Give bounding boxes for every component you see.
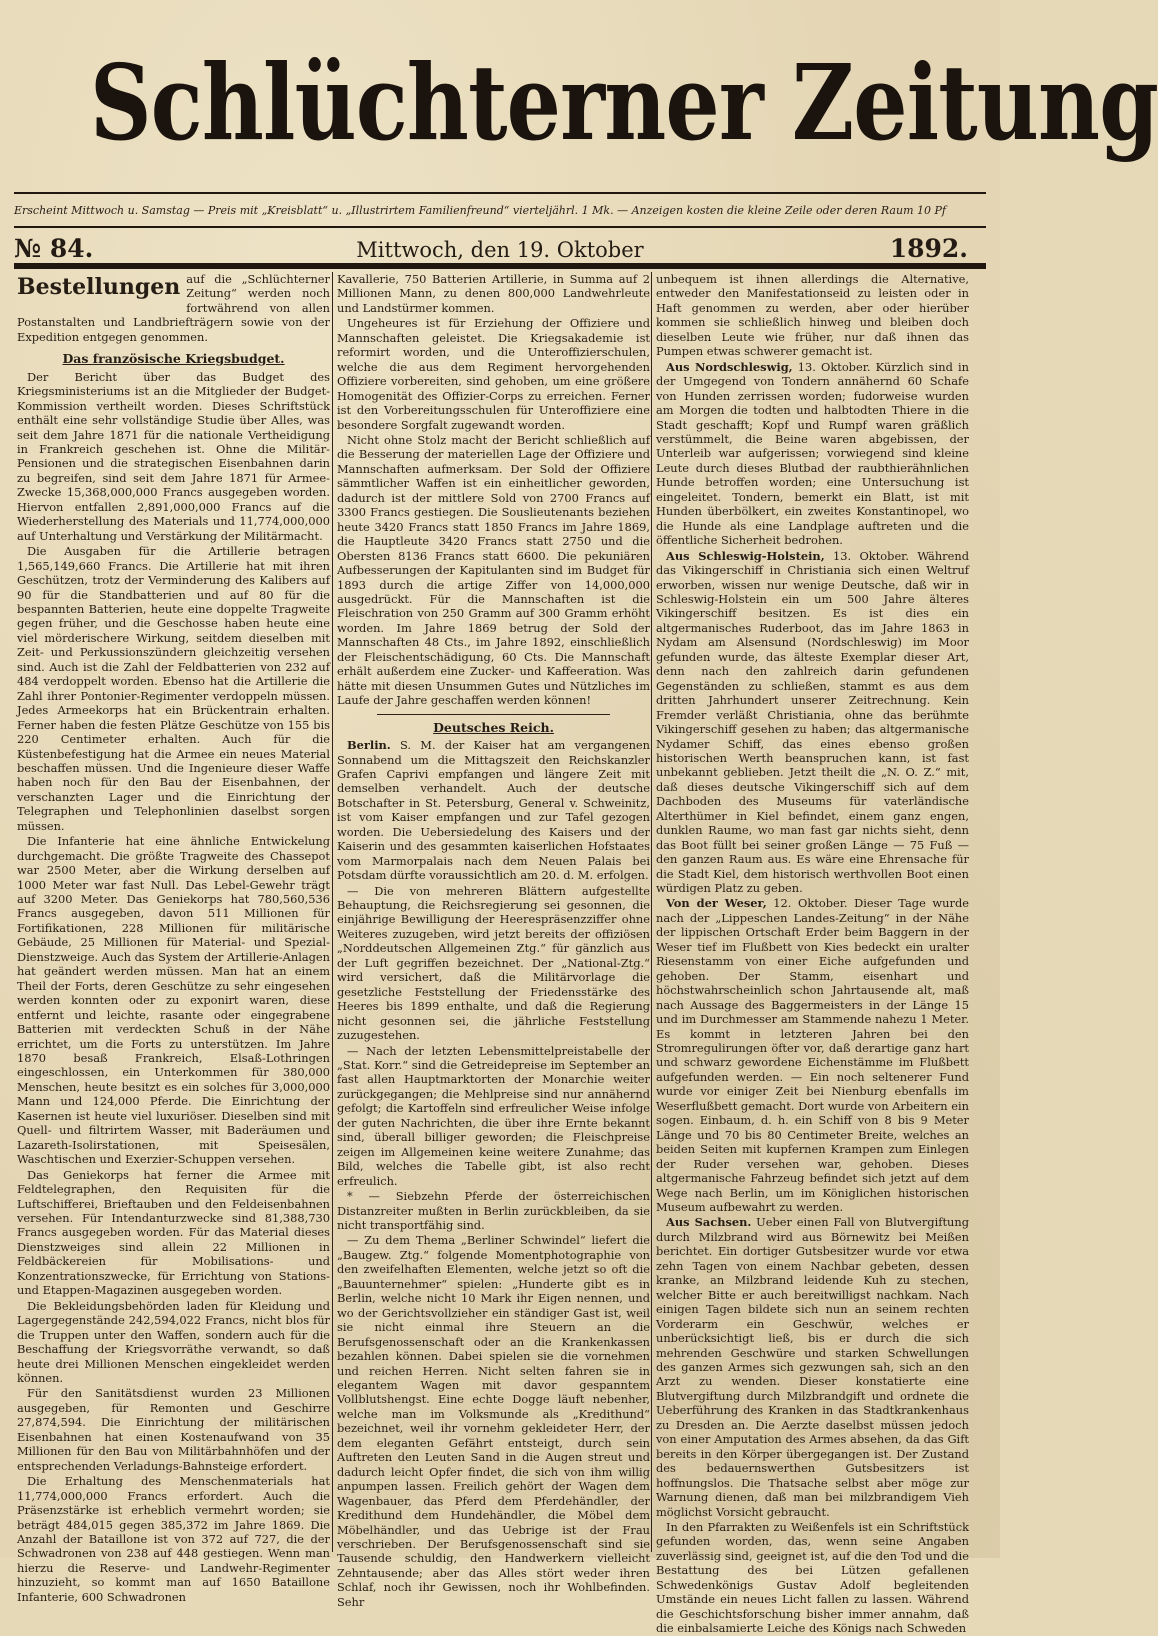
- place-lead: Berlin.: [347, 738, 391, 753]
- paragraph: Die Erhaltung des Menschenmaterials hat 11,774,000,000 Francs erfordert. Auch die Präsenzstärke ist erheblich vermehrt worden; sie beträgt 484,015 gegen 385,372 im Jahre 1869. Die Anzahl der Bataillone ist von 372 auf 727, die der Schwadronen von 238 auf 448 gestiegen. Wenn man hierzu die Reserve- und Landwehr-Regimenter hinzuzieht, so kommt man auf 1650 Bataillone Infanterie, 600 Schwadronen: [17, 1474, 330, 1604]
- paragraph: Berlin. S. M. der Kaiser hat am vergangenen Sonnabend um die Mittagszeit den Reichskanzler Grafen Caprivi empfangen und längere Zeit mit demselben verhandelt. Auch der deutsche Botschafter in St. Petersburg, General v. Schweinitz, ist vom Kaiser empfangen und zur Tafel gezogen worden. Die Uebersiedelung des Kaisers und der Kaiserin und des gesammten kaiserlichen Hofstaates vom Marmorpalais nach dem Neuen Palais bei Potsdam dürfte voraussichtlich am 20. d. M. erfolgen.: [337, 738, 651, 883]
- paragraph: Der Bericht über das Budget des Kriegsministeriums ist an die Mitglieder der Budget-Kommission vertheilt worden. Dieses Schriftstück enthält eine sehr vollständige Studie über Alles, was seit dem Jahre 1871 für die nationale Vertheidigung in Frankreich geschehen ist. Ohne die Militär-Pensionen und die strategischen Eisenbahnen darin zu begreifen, sind seit dem Jahre 1871 für Armee-Zwecke 15,368,000,000 Francs ausgegeben worden. Hiervon entfallen 2,891,000,000 Francs auf die Wiederherstellung des Materials und 11,774,000,000 auf Unterhaltung und Verstärkung der Militärmacht.: [17, 369, 330, 543]
- paragraph: * — Siebzehn Pferde der österreichischen Distanzreiter mußten in Berlin zurückbleiben, da sie nicht transportfähig sind.: [337, 1189, 650, 1232]
- column-divider: [651, 272, 652, 1552]
- paragraph: Kavallerie, 750 Batterien Artillerie, in Summa auf 2 Millionen Mann, zu denen 800,000 Landwehrleute und Landstürmer kommen.: [337, 272, 650, 315]
- subline-rule: [14, 226, 986, 228]
- column-divider: [332, 272, 333, 1552]
- paragraph: Die Ausgaben für die Artillerie betragen 1,565,149,660 Francs. Die Artillerie hat mit ihren Geschützen, trotz der Verminderung des Kalibers auf 90 für die Standbatterien und auf 80 für die bespannten Batterien, heute eine doppelte Tragweite gegen früher, und die Geschosse haben heute eine viel mörderischere Wirkung, seitdem dieselben mit Zeit- und Perkussionszündern gleichzeitig versehen sind. Auch ist die Zahl der Feldbatterien von 232 auf 484 verdoppelt worden. Ebenso hat die Artillerie die Zahl ihrer Pontonier-Regimenter verdoppeln müssen. Jedes Armeekorps hat ein Brückentrain erhalten. Ferner haben die festen Plätze Geschütze von 155 bis 220 Centimeter erhalten. Auch für die Küstenbefestigung hat die Armee ein neues Material beschaffen müssen. Und die Ingenieure dieser Waffe haben noch für den Bau der Eisenbahnen, der verschanzten Lager und die Einrichtung der Telegraphen und Telephonlinien daselbst sorgen müssen.: [17, 544, 330, 833]
- orders-notice: [17, 272, 330, 344]
- paragraph: Für den Sanitätsdienst wurden 23 Millionen ausgegeben, für Remonten und Geschirre 27,874,594. Die Einrichtung der militärischen Eisenbahnen hat einen Kostenaufwand von 35 Millionen für den Bau von Militärbahnhöfen und der entsprechenden Verladungs-Bahnsteige erfordert.: [17, 1386, 330, 1473]
- paragraph: — Die von mehreren Blättern aufgestellte Behauptung, die Reichsregierung sei gesonnen, die einjährige Bewilligung der Heerespräsenzziffer ohne Weiteres zuzugeben, wird jetzt bereits der offiziösen „Norddeutschen Allgemeinen Ztg.“ für gänzlich aus der Luft gegriffen bezeichnet. Der „National-Ztg.“ wird versichert, daß die Militärvorlage die gesetzliche Feststellung der Friedensstärke des Heeres bis 1899 enthalte, und daß die Regierung nicht gesonnen sei, die jährliche Feststellung zuzugestehen.: [337, 883, 650, 1043]
- issue-year: 1892.: [889, 234, 968, 263]
- paragraph: Ungeheures ist für Erziehung der Offiziere und Mannschaften geleistet. Die Kriegsakademie ist reformirt worden, und die Unteroffizierschulen, welche die aus dem Regiment hervorgehenden Offiziere vorbereiten, sind gehoben, um eine größere Homogenität des Offizier-Corps zu erreichen. Ferner ist den Vorbereitungsschulen für Unteroffiziere eine besondere Sorgfalt zugewandt worden.: [337, 316, 650, 432]
- section-heading: Deutsches Reich.: [433, 719, 554, 735]
- paragraph: — Nach der letzten Lebensmittelpreistabelle der „Stat. Korr.“ sind die Getreidepreise im September an fast allen Hauptmarktorten der Monarchie weiter zurückgegangen; die Mehlpreise sind nur annähernd gefolgt; die Kartoffeln sind erfreulicher Weise infolge der guten Nachrichten, die über ihre Ernte bekannt sind, überall billiger geworden; die Fleischpreise zeigen im Allgemeinen keine weitere Zunahme; das Bild, welches die Tabelle gibt, ist also recht erfreulich.: [337, 1043, 650, 1188]
- article-heading: Das französische Kriegsbudget.: [62, 351, 285, 367]
- orders-word: Bestellungen: [17, 274, 181, 300]
- issue-number: № 84.: [14, 234, 94, 263]
- paragraph: Von der Weser, 12. Oktober. Dieser Tage wurde nach der „Lippeschen Landes-Zeitung“ in der Nähe der lippischen Ortschaft Erder beim Baggern in der Weser tief im Flußbett von Kies bedeckt ein uralter Riesenstamm von einer Eiche aufgefunden und gehoben. Der Stamm, eisenhart und höchstwahrscheinlich schon Jahrtausende alt, maß nach Aussage des Baggermeisters in der Länge 15 und im Durchmesser am Stammende nahezu 1 Meter. Es kommt in letzteren Jahren bei den Stromregulirungen öfter vor, daß derartige ganz hart und schwarz gewordene Eichenstämme im Flußbett aufgefunden werden. — Ein noch seltenerer Fund wurde vor einiger Zeit bei Nienburg ebenfalls im Weserflußbett gemacht. Dort wurde von Arbeitern ein sogen. Einbaum, d. h. ein Schiff von 8 bis 9 Meter Länge und 70 bis 80 Centimeter Breite, welches an beiden Seiten mit kupfernen Krampen zum Einlegen der Ruder versehen war, gehoben. Dieses altgermanische Fahrzeug befindet sich jetzt auf dem Wege nach Berlin, um im Königlichen historischen Museum aufbewahrt zu werden.: [656, 896, 969, 1214]
- place-lead: Von der Weser,: [666, 896, 767, 911]
- column-2: [337, 272, 651, 1609]
- paragraph: Nicht ohne Stolz macht der Bericht schließlich auf die Besserung der materiellen Lage der Offiziere und Mannschaften aufmerksam. Der Sold der Offiziere sämmtlicher Waffen ist ein einheitlicher geworden, dadurch ist der mittlere Sold von 2700 Francs auf 3300 Francs gestiegen. Die Souslieutenants beziehen heute 3420 Francs statt 1850 Francs im Jahre 1869, die Hauptleute 3420 Francs statt 2750 und die Obersten 8136 Francs statt 6600. Die pekuniären Aufbesserungen der Kapitulanten sind im Budget für 1893 durch die artige Ziffer von 14,000,000 ausgedrückt. Für die Mannschaften ist die Fleischration von 250 Gramm auf 300 Gramm erhöht worden. Im Jahre 1869 betrug der Sold der Mannschaften 48 Cts., im Jahre 1892, einschließlich der Fleischentschädigung, 60 Cts. Die Mannschaft erhält außerdem eine Zucker- und Kaffeeration. Was hätte mit diesen Unsummen Gutes und Nützliches im Laufe der Jahre geschaffen werden können!: [337, 432, 650, 708]
- section-rule: [377, 714, 610, 715]
- paragraph: — Zu dem Thema „Berliner Schwindel“ liefert die „Baugew. Ztg.“ folgende Momentphotographie von den zweifelhaften Elementen, welche jetzt so oft die „Bauunternehmer“ spielen: „Hunderte gibt es in Berlin, welche nicht 10 Mark ihr Eigen nennen, und wo der Gerichtsvollzieher ein ständiger Gast ist, weil sie nicht einmal ihre Steuern an die Berufsgenossenschaft oder an die Krankenkassen bezahlen können. Dabei spielen sie die vornehmen und reichen Herren. Nicht selten fahren sie in elegantem Wagen mit davor gespanntem Vollblutshengst. Eine echte Dogge läuft nebenher, welche man im Volksmunde als „Kredithund“ bezeichnet, weil ihr vornehm gekleideter Herr, der dem eleganten Gefährt entsteigt, durch sein Auftreten den Leuten Sand in die Augen streut und dadurch leicht Opfer findet, die sich von ihm willig anpumpen lassen. Freilich gehört der Wagen dem Wagenbauer, das Pferd dem Pferdehändler, der Kredithund dem Hundehändler, die Möbel dem Möbelhändler, und das Uebrige ist der Frau verschrieben. Der Berufsgenossenschaft sind sie Tausende schuldig, den Handwerkern vielleicht Zehntausende; aber das Alles stört weder ihren Schlaf, noch ihr Gewissen, noch ihr Wohlbefinden. Sehr: [337, 1233, 650, 1609]
- paragraph: In den Pfarrakten zu Weißenfels ist ein Schriftstück gefunden worden, das, wenn seine Angaben zuverlässig sind, geeignet ist, auf die den Tod und die Bestattung des bei Lützen gefallenen Schwedenkönigs Gustav Adolf begleitenden Umstände ein neues Licht fallen zu lassen. Während die Geschichtsforschung bisher immer annahm, daß die einbalsamierte Leiche des Königs nach Schweden: [656, 1519, 969, 1636]
- paragraph: Die Bekleidungsbehörden laden für Kleidung und Lagergegenstände 242,594,022 Francs, nicht blos für die Truppen unter den Waffen, sondern auch für die Beschaffung der Kriegsvorräthe verwandt, so daß heute drei Millionen Menschen eingekleidet werden können.: [17, 1298, 330, 1385]
- orders-text: auf die „Schlüchterner Zeitung“ werden noch fortwährend von allen Postanstalten und Landbriefträgern sowie von der Expedition entgegen genommen.: [17, 272, 330, 344]
- paragraph: Aus Nordschleswig, 13. Oktober. Kürzlich sind in der Umgegend von Tondern annähernd 60 Schafe von Hunden zerrissen worden; fudorweise wurden am Morgen die todten und halbtodten Thiere in die Stadt geschafft; Kopf und Rumpf waren gräßlich verstümmelt, die Beine waren abgebissen, der Unterleib war aufgerissen; vorwiegend sind kleine Leute durch dieses Blutbad der raubthierähnlichen Hunde betroffen worden; eine Untersuchung ist eingeleitet. Tondern, bemerkt ein Blatt, ist mit Hunden überbölkert, ein zweites Konstantinopel, wo die Hunde als eine Landplage auftreten und die öffentliche Sicherheit bedrohen.: [656, 359, 970, 548]
- paragraph: Aus Schleswig-Holstein, 13. Oktober. Während das Vikingerschiff in Christiania sich einen Weltruf erworben, wissen nur wenige Deutsche, daß wir in Schleswig-Holstein ein um 500 Jahre älteres Vikingerschiff besitzen. Es ist dies ein altgermanisches Ruderboot, das im Jahre 1863 in Nydam am Alsensund (Nordschleswig) im Moor gefunden wurde, das älteste Exemplar dieser Art, denn nach den zahlreich darin gefundenen Gegenständen zu schließen, stammt es aus dem dritten Jahrhundert unserer Zeitrechnung. Kein Fremder verläßt Christiania, ohne das berühmte Vikingerschiff gesehen zu haben; das altgermanische Nydamer Schiff, das eines ebenso großen historischen Werth beanspruchen kann, ist fast unbekannt geblieben. Jetzt theilt die „N. O. Z.“ mit, daß dieses deutsche Vikingerschiff sich auf dem Dachboden des Museums für vaterländische Alterthümer in Kiel befindet, einem ganz engen, dunklen Raume, wo man fast gar nichts sieht, denn das Boot füllt bei seiner großen Länge — 75 Fuß — den ganzen Raum aus. Es wäre eine Ehrensache für die Stadt Kiel, dem historisch werthvollen Boot einen würdigen Platz zu geben.: [656, 548, 969, 896]
- paragraph: Das Geniekorps hat ferner die Armee mit Feldtelegraphen, den Requisiten für die Luftschifferei, Brieftauben und den Feldeisenbahnen versehen. Für Intendanturzwecke sind 81,388,730 Francs ausgegeben worden. Für das Material dieses Dienstzweiges sind allein 22 Millionen in Feldbäckereien für Mobilisations- und Konzentrationszwecke, für Errichtung von Stations- und Etappen-Magazinen ausgegeben worden.: [17, 1167, 330, 1298]
- column-3: [656, 272, 970, 1636]
- masthead-rule: [14, 192, 986, 194]
- subscription-line: Erscheint Mittwoch u. Samstag — Preis mit „Kreisblatt“ u. „Illustrirtem Familienfreund“ vierteljährl. 1 Mk. — Anzeigen kosten die kleine Zeile oder deren Raum 10 Pf: [14, 204, 946, 217]
- masthead-title: Schlüchterner Zeitung: [90, 41, 1158, 164]
- place-lead: Aus Nordschleswig,: [666, 359, 793, 374]
- issue-date: Mittwoch, den 19. Oktober: [356, 238, 644, 262]
- place-lead: Aus Schleswig-Holstein,: [666, 548, 825, 563]
- paragraph: Aus Sachsen. Ueber einen Fall von Blutvergiftung durch Milzbrand wird aus Börnewitz bei Meißen berichtet. Ein dortiger Gutsbesitzer wurde vor etwa zehn Tagen von einem Nachbar gebeten, dessen kranke, an Milzbrand leidende Kuh zu stechen, welcher Bitte er auch bereitwilligst nachkam. Nach einigen Tagen bildete sich nun an seinem rechten Vorderarm ein Geschwür, welches er unberücksichtigt ließ, bis er durch die sich mehrenden Geschwüre und starken Schwellungen des ganzen Armes sich gezwungen sah, sich an den Arzt zu wenden. Dieser konstatierte eine Blutvergiftung durch Milzbrandgift und ordnete die Ueberführung des Kranken in das Stadtkrankenhaus zu Dresden an. Die Aerzte daselbst müssen jedoch von einer Amputation des Armes absehen, da das Gift bereits in den Körper übergegangen ist. Der Zustand des bedauernswerthen Gutsbesitzers ist hoffnungslos. Die Thatsache selbst aber möge zur Warnung dienen, daß man bei milzbrandigem Vieh möglichst Vorsicht gebraucht.: [656, 1215, 969, 1519]
- column-1: [17, 272, 331, 1604]
- header-thick-rule: [14, 263, 986, 269]
- paragraph: unbequem ist ihnen allerdings die Alternative, entweder den Manifestationseid zu leisten oder in Haft genommen zu werden, aber oder hierüber kommen sie schließlich hinweg und bleiben doch dieselben Leute wie früher, nur daß ihnen das Pumpen etwas schwerer gemacht ist.: [656, 272, 969, 359]
- paragraph: Die Infanterie hat eine ähnliche Entwickelung durchgemacht. Die größte Tragweite des Chassepot war 2500 Meter, aber die Wirkung derselben auf 1000 Meter war fast Null. Das Lebel-Gewehr trägt auf 3200 Meter. Das Geniekorps hat 780,560,536 Francs ausgegeben, davon 511 Millionen für Fortifikationen, 228 Millionen für militärische Gebäude, 25 Millionen für Material- und Spezial-Dienstzweige. Auch das System der Artillerie-Anlagen hat geändert werden müssen. Man hat an einem Theil der Forts, deren Geschütze zu sehr eingesehen werden konnten oder zu exponirt waren, diese entfernt und leichte, rasante oder eingegrabene Batterien mit verdeckten Schuß in der Nähe errichtet, um die Forts zu unterstützen. Im Jahre 1870 besaß Frankreich, Elsaß-Lothringen eingeschlossen, ein Unterkommen für 380,000 Menschen, heute besitzt es ein solches für 3,000,000 Mann und 124,000 Pferde. Die Einrichtung der Kasernen ist heute viel luxuriöser. Dieselben sind mit Quell- und filtrirtem Wasser, mit Baderäumen und Lazareth-Isolirstationen, mit Speisesälen, Waschtischen und Exerzier-Schuppen versehen.: [17, 834, 331, 1167]
- place-lead: Aus Sachsen.: [666, 1215, 752, 1230]
